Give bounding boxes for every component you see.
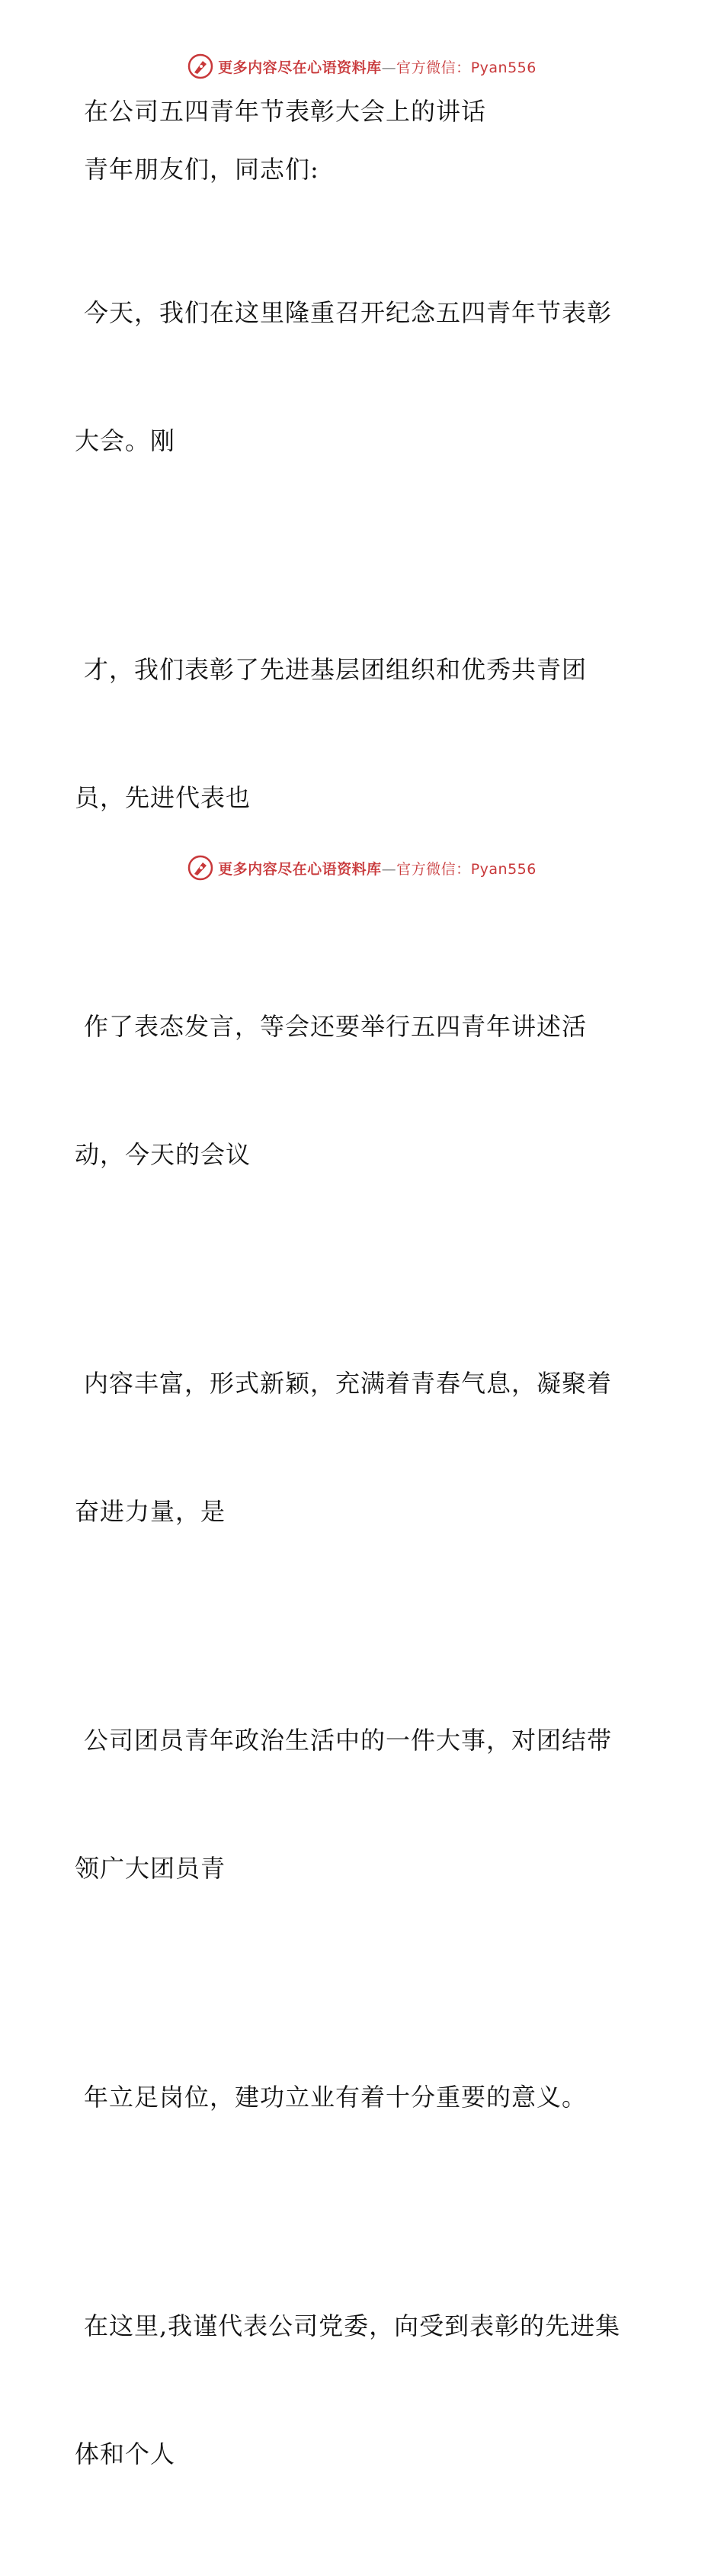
paragraph bbox=[75, 1277, 654, 1618]
banner-main-text: 更多内容尽在心语资料库 bbox=[218, 860, 382, 878]
footer-banner bbox=[0, 855, 724, 881]
paragraph-line: 才，我们表彰了先进基层团组织和优秀共青团 bbox=[84, 655, 588, 684]
paragraph-line: 内容丰富，形式新颖，充满着青春气息，凝聚着 bbox=[84, 1369, 613, 1398]
banner-dash: — bbox=[381, 59, 397, 76]
paragraph-line: 公司团员青年政治生活中的一件大事，对团结带 bbox=[84, 1726, 613, 1755]
paragraph-line: 员，先进代表也 bbox=[75, 783, 251, 812]
paragraph-line: 年立足岗位，建功立业有着十分重要的意义。 bbox=[84, 2083, 588, 2112]
pen-nib-logo-icon bbox=[187, 855, 213, 881]
document-title: 在公司五四青年节表彰大会上的讲话 bbox=[84, 97, 487, 126]
paragraph-line: 动，今天的会议 bbox=[75, 1140, 251, 1169]
paragraph bbox=[75, 563, 654, 904]
banner-text bbox=[218, 858, 537, 878]
paragraph-line: 领广大团员青 bbox=[75, 1854, 226, 1883]
banner-wechat-id: Pyan556 bbox=[470, 59, 537, 76]
banner-official-text: 官方微信： bbox=[396, 59, 471, 76]
banner-main-text: 更多内容尽在心语资料库 bbox=[218, 59, 382, 76]
paragraph-line: 奋进力量，是 bbox=[75, 1497, 226, 1526]
paragraph-line: 体和个人 bbox=[75, 2439, 176, 2468]
document-body bbox=[75, 90, 654, 2576]
paragraph-line: 大会。刚 bbox=[75, 426, 176, 455]
greeting: 青年朋友们，同志们: bbox=[84, 155, 319, 184]
paragraph bbox=[75, 1990, 654, 2204]
paragraph bbox=[75, 2219, 654, 2561]
paragraph bbox=[75, 920, 654, 1261]
banner-text bbox=[218, 56, 537, 77]
paragraph bbox=[75, 206, 654, 548]
banner-wechat-id: Pyan556 bbox=[470, 860, 537, 878]
banner-official-text: 官方微信： bbox=[396, 860, 471, 878]
paragraph-line: 今天，我们在这里隆重召开纪念五四青年节表彰 bbox=[84, 298, 613, 327]
paragraph-line: 在这里,我谨代表公司党委，向受到表彰的先进集 bbox=[84, 2311, 621, 2340]
paragraph bbox=[75, 1633, 654, 1975]
header-banner bbox=[0, 53, 724, 79]
banner-dash: — bbox=[381, 860, 397, 878]
pen-nib-logo-icon bbox=[187, 53, 213, 79]
paragraph-line: 作了表态发言，等会还要举行五四青年讲述活 bbox=[84, 1012, 588, 1041]
